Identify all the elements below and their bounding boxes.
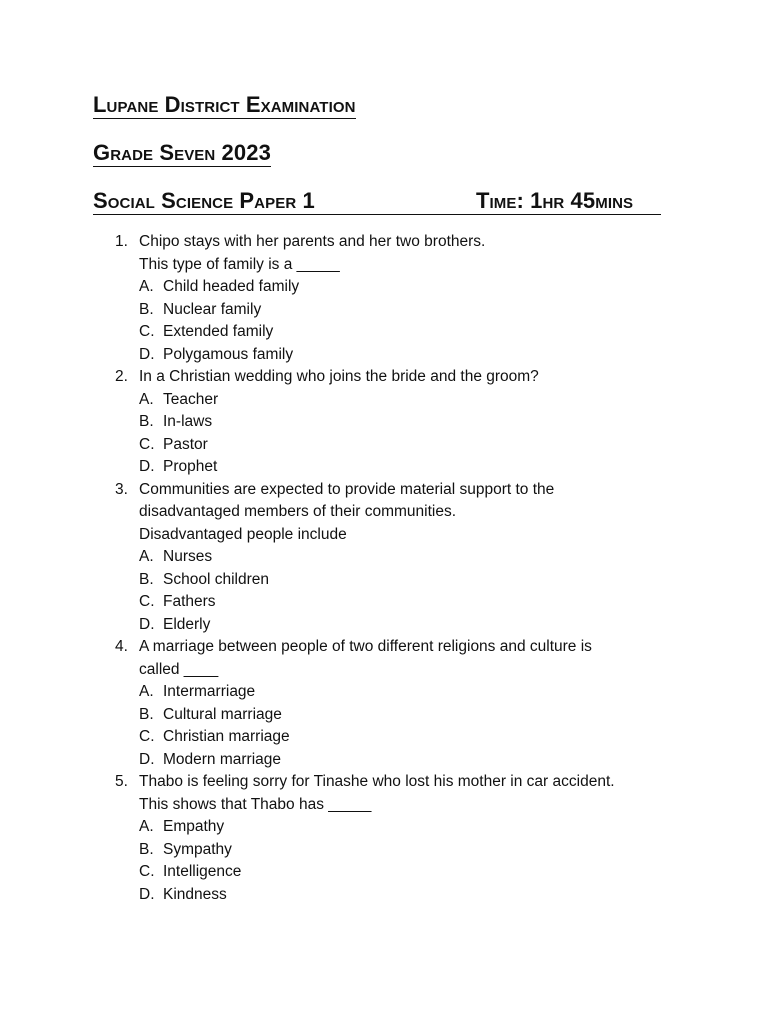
question-text-line: This shows that Thabo has _____ bbox=[139, 795, 372, 813]
answer-option bbox=[139, 321, 715, 344]
grade-heading: Grade Seven 2023 bbox=[93, 140, 271, 165]
option-text: School children bbox=[163, 570, 269, 588]
option-letter: C. bbox=[139, 435, 155, 453]
answer-option bbox=[139, 816, 715, 839]
option-letter: D. bbox=[139, 615, 155, 633]
option-letter: A. bbox=[139, 548, 154, 565]
answer-option bbox=[139, 749, 715, 772]
question-text-line: disadvantaged members of their communities. bbox=[139, 503, 457, 520]
question-number: 1. bbox=[115, 233, 128, 250]
answer-option bbox=[139, 344, 715, 367]
paper-title: Social Science Paper 1 bbox=[93, 188, 315, 213]
option-letter: C. bbox=[139, 863, 155, 880]
option-letter: B. bbox=[139, 413, 154, 430]
option-text: Nuclear family bbox=[163, 300, 262, 318]
option-letter: A. bbox=[139, 683, 154, 700]
question-number: 2. bbox=[115, 368, 128, 385]
answer-option bbox=[139, 614, 715, 637]
option-text: Teacher bbox=[163, 390, 219, 408]
option-text: Sympathy bbox=[163, 840, 232, 858]
question-list bbox=[115, 231, 715, 906]
answer-option bbox=[139, 456, 715, 479]
question-text-line: called ____ bbox=[139, 660, 219, 678]
option-letter: C. bbox=[139, 593, 155, 610]
question-text-line: This type of family is a _____ bbox=[139, 255, 340, 273]
time-allowed: Time: 1hr 45mins bbox=[476, 188, 634, 213]
option-letter: C. bbox=[139, 728, 155, 745]
option-letter: D. bbox=[139, 885, 155, 903]
answer-option bbox=[139, 681, 715, 704]
option-text: In-laws bbox=[163, 413, 213, 430]
option-letter: C. bbox=[139, 323, 155, 340]
question-text-line: Chipo stays with her parents and her two brothers. bbox=[139, 233, 486, 250]
question-2 bbox=[115, 366, 715, 479]
option-text: Empathy bbox=[163, 818, 225, 835]
option-text: Child headed family bbox=[163, 278, 300, 295]
option-text: Extended family bbox=[163, 323, 274, 340]
option-letter: D. bbox=[139, 458, 155, 475]
option-letter: B. bbox=[139, 840, 154, 858]
option-text: Fathers bbox=[163, 593, 216, 610]
option-letter: D. bbox=[139, 750, 155, 768]
answer-option bbox=[139, 411, 715, 434]
question-text-line: A marriage between people of two different religions and culture is bbox=[139, 638, 592, 655]
answer-option bbox=[139, 839, 715, 862]
answer-option bbox=[139, 569, 715, 592]
answer-option bbox=[139, 299, 715, 322]
answer-option bbox=[139, 861, 715, 884]
option-letter: A. bbox=[139, 278, 154, 295]
option-text: Kindness bbox=[163, 885, 227, 903]
question-1 bbox=[115, 231, 715, 366]
option-letter: B. bbox=[139, 570, 154, 588]
question-text-line: In a Christian wedding who joins the bride and the groom? bbox=[139, 368, 539, 385]
option-text: Prophet bbox=[163, 458, 218, 475]
option-letter: A. bbox=[139, 818, 154, 835]
option-text: Christian marriage bbox=[163, 728, 290, 745]
option-text: Elderly bbox=[163, 615, 211, 633]
answer-option bbox=[139, 726, 715, 749]
answer-option bbox=[139, 884, 715, 907]
question-4 bbox=[115, 636, 715, 771]
answer-option bbox=[139, 434, 715, 457]
answer-option bbox=[139, 546, 715, 569]
paper-heading-row bbox=[93, 189, 661, 215]
question-number: 5. bbox=[115, 773, 128, 790]
exam-title: Lupane District Examination bbox=[93, 92, 356, 117]
option-text: Modern marriage bbox=[163, 750, 282, 768]
answer-option bbox=[139, 704, 715, 727]
option-letter: B. bbox=[139, 300, 154, 318]
question-text-line: Communities are expected to provide material support to the bbox=[139, 480, 555, 498]
option-text: Nurses bbox=[163, 548, 213, 565]
question-3 bbox=[115, 479, 715, 637]
option-text: Cultural marriage bbox=[163, 705, 282, 723]
question-text-line: Thabo is feeling sorry for Tinashe who lost his mother in car accident. bbox=[139, 773, 615, 790]
question-number: 3. bbox=[115, 480, 128, 498]
option-text: Intelligence bbox=[163, 863, 242, 880]
option-text: Polygamous family bbox=[163, 345, 294, 363]
answer-option bbox=[139, 591, 715, 614]
answer-option bbox=[139, 389, 715, 412]
question-5 bbox=[115, 771, 715, 906]
question-number: 4. bbox=[115, 638, 128, 655]
option-text: Pastor bbox=[163, 435, 208, 453]
option-letter: B. bbox=[139, 705, 154, 723]
option-letter: D. bbox=[139, 345, 155, 363]
question-text-line: Disadvantaged people include bbox=[139, 525, 347, 543]
option-letter: A. bbox=[139, 390, 154, 408]
answer-option bbox=[139, 276, 715, 299]
option-text: Intermarriage bbox=[163, 683, 256, 700]
